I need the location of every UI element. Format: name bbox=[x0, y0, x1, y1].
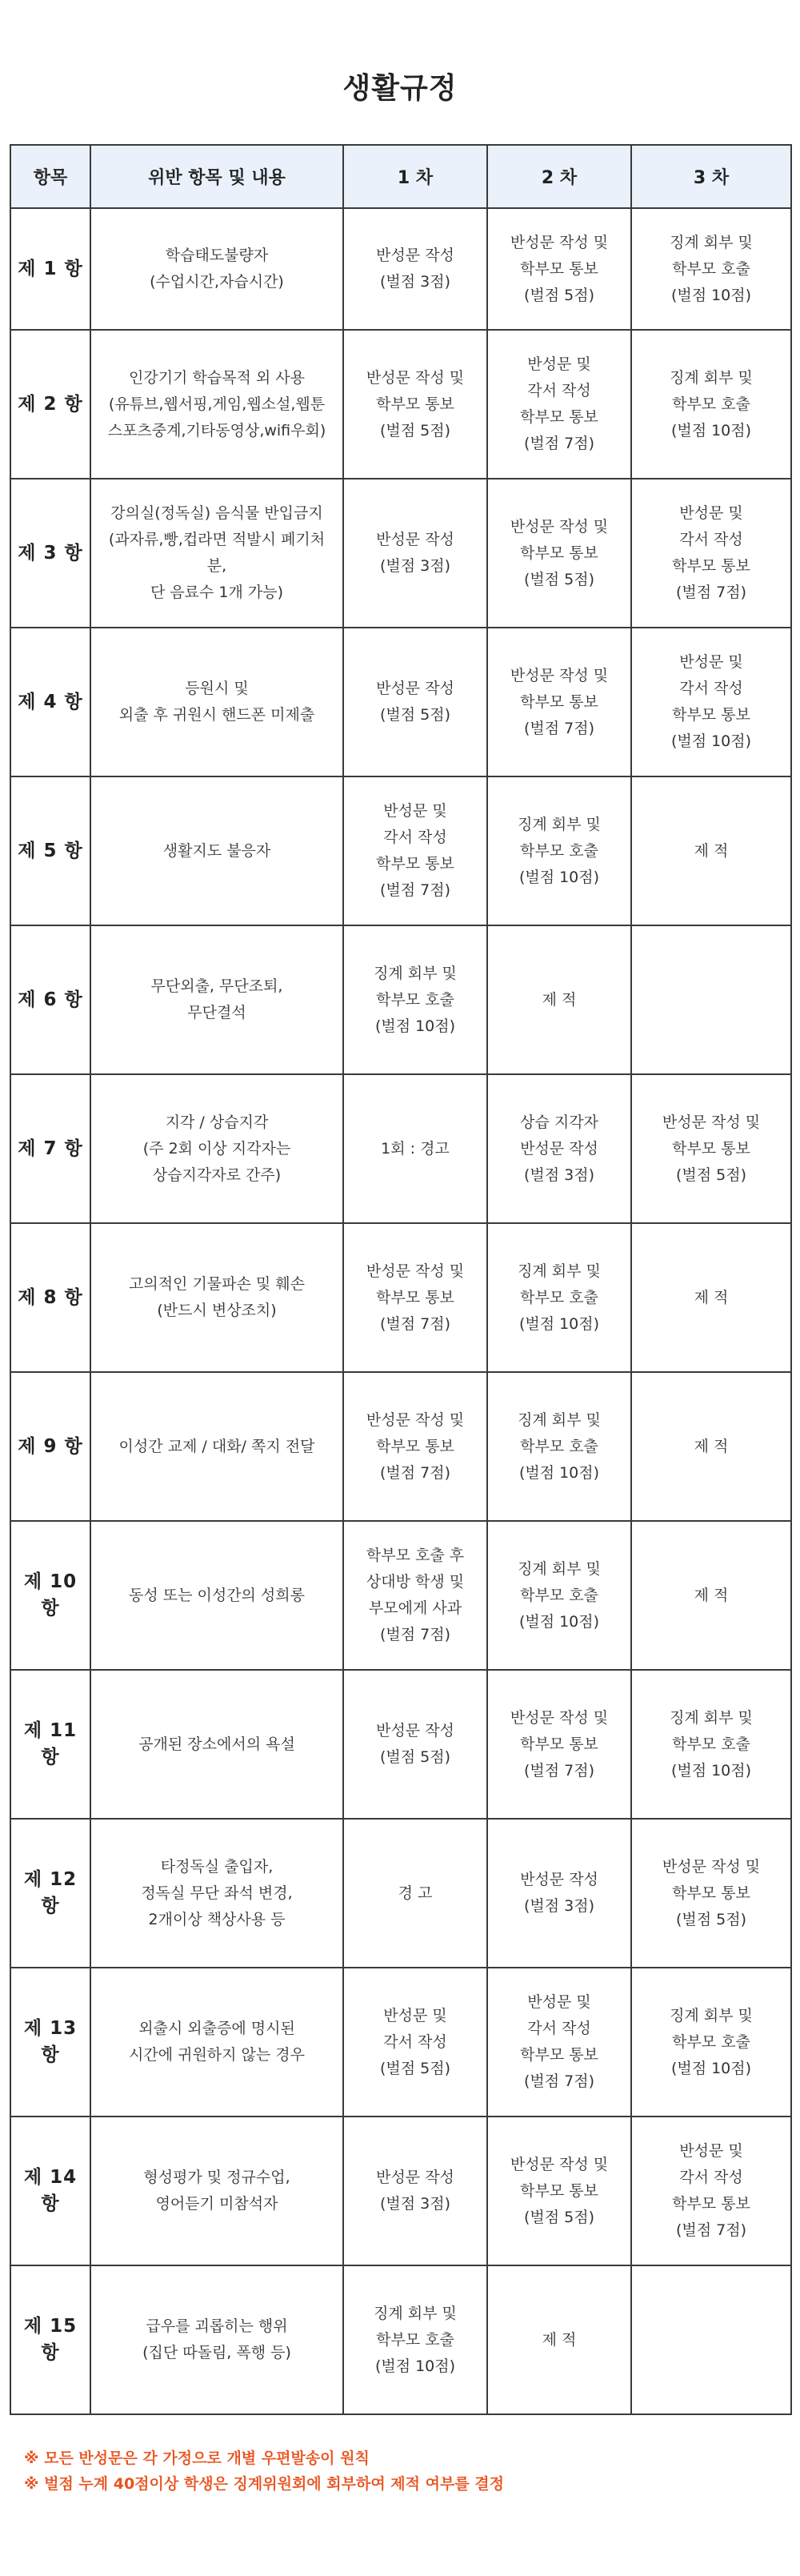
cell-line: 제 적 bbox=[694, 1586, 729, 1604]
third-cell bbox=[631, 1670, 791, 1819]
cell-line: (벌점 5점) bbox=[675, 1166, 746, 1184]
table-row bbox=[10, 1223, 791, 1372]
cell-line: (벌점 5점) bbox=[523, 286, 594, 304]
cell-line: (벌점 10점) bbox=[518, 1612, 600, 1631]
cell-line: 징계 회부 및 bbox=[670, 1708, 753, 1727]
cell-line: 학부모 호출 bbox=[672, 2032, 750, 2051]
item-cell: 제 9 항 bbox=[10, 1372, 90, 1521]
cell-line: 징계 회부 및 bbox=[670, 2006, 753, 2024]
cell-line: (벌점 5점) bbox=[379, 421, 450, 439]
cell-line: (유튜브,웹서핑,게임,웹소설,웹툰 bbox=[108, 395, 326, 413]
cell-line: 학부모 통보 bbox=[672, 2195, 750, 2213]
first-cell bbox=[343, 1968, 487, 2117]
table-row bbox=[10, 1521, 791, 1670]
cell-line: 인강기기 학습목적 외 사용 bbox=[128, 368, 305, 387]
cell-line: 외출 후 귀원시 핸드폰 미제출 bbox=[118, 706, 315, 724]
cell-line: 고의적인 기물파손 및 훼손 bbox=[128, 1275, 305, 1293]
second-cell bbox=[487, 1819, 631, 1968]
cell-line: 지각 / 상습지각 bbox=[165, 1113, 269, 1131]
cell-line: 1회 : 경고 bbox=[381, 1139, 450, 1158]
cell-line: 학부모 호출 bbox=[376, 2330, 454, 2349]
cell-line: (벌점 10점) bbox=[670, 286, 752, 304]
cell-line: 반성문 및 bbox=[383, 2006, 447, 2024]
header-content: 위반 항목 및 내용 bbox=[90, 145, 343, 208]
cell-line: (벌점 10점) bbox=[374, 1017, 456, 1035]
cell-line: (벌점 10점) bbox=[518, 1314, 600, 1333]
table-row bbox=[10, 1670, 791, 1819]
cell-line: 반성문 작성 및 bbox=[510, 517, 609, 536]
content-cell bbox=[90, 776, 343, 925]
cell-line: 학부모 통보 bbox=[520, 2181, 598, 2200]
cell-line: 학부모 통보 bbox=[376, 1437, 454, 1455]
cell-line: 2개이상 책상사용 등 bbox=[148, 1910, 286, 1928]
table-row bbox=[10, 1819, 791, 1968]
cell-line: 학부모 통보 bbox=[672, 557, 750, 575]
cell-line: 징계 회부 및 bbox=[518, 1410, 601, 1429]
cell-line: 반성문 및 bbox=[679, 2142, 743, 2160]
cell-line: (벌점 3점) bbox=[523, 1897, 594, 1915]
cell-line: 징계 회부 및 bbox=[518, 1559, 601, 1578]
second-cell bbox=[487, 1372, 631, 1521]
cell-line: (벌점 7점) bbox=[379, 881, 450, 899]
cell-line: (벌점 7점) bbox=[379, 1314, 450, 1333]
cell-line: 공개된 장소에서의 욕설 bbox=[138, 1735, 295, 1753]
cell-line: 학부모 호출 bbox=[672, 395, 750, 413]
second-cell bbox=[487, 925, 631, 1074]
cell-line: 단 음료수 1개 가능) bbox=[150, 584, 284, 601]
cell-line: (벌점 7점) bbox=[379, 1626, 450, 1643]
cell-line: 학부모 통보 bbox=[672, 1884, 750, 1902]
item-cell: 제 8 항 bbox=[10, 1223, 90, 1372]
content-cell bbox=[90, 1372, 343, 1521]
cell-line: 반성문 작성 bbox=[376, 680, 454, 697]
cell-line: 무단외출, 무단조퇴, bbox=[150, 977, 283, 995]
cell-line: 이성간 교제 / 대화/ 쪽지 전달 bbox=[118, 1437, 315, 1455]
table-row bbox=[10, 776, 791, 925]
second-cell bbox=[487, 1670, 631, 1819]
first-cell bbox=[343, 2117, 487, 2265]
second-cell bbox=[487, 208, 631, 330]
first-cell bbox=[343, 1819, 487, 1968]
cell-line: (반드시 변상조치) bbox=[157, 1302, 277, 1319]
first-cell bbox=[343, 1223, 487, 1372]
cell-line: 분, bbox=[206, 557, 227, 575]
cell-line: (과자류,빵,컵라면 적발시 폐기처 bbox=[108, 531, 326, 548]
cell-line: 학부모 호출 bbox=[672, 1735, 750, 1753]
cell-line: 반성문 작성 bbox=[520, 1139, 598, 1158]
cell-line: 각서 작성 bbox=[383, 2032, 447, 2051]
cell-line: (벌점 5점) bbox=[523, 2208, 594, 2226]
cell-line: 제 적 bbox=[542, 2330, 577, 2349]
cell-line: 각서 작성 bbox=[679, 531, 743, 548]
item-cell: 제 15 항 bbox=[10, 2265, 90, 2414]
cell-line: 반성문 작성 및 bbox=[510, 2155, 609, 2173]
cell-line: (벌점 7점) bbox=[675, 2221, 746, 2239]
cell-line: 각서 작성 bbox=[383, 829, 447, 846]
third-cell bbox=[631, 628, 791, 776]
cell-line: (벌점 7점) bbox=[523, 435, 594, 452]
cell-line: (벌점 7점) bbox=[523, 1761, 594, 1780]
cell-line: (벌점 7점) bbox=[523, 719, 594, 737]
second-cell bbox=[487, 776, 631, 925]
cell-line: (벌점 7점) bbox=[675, 584, 746, 601]
table-row bbox=[10, 628, 791, 776]
cell-line: 시간에 귀원하지 않는 경우 bbox=[128, 2046, 305, 2064]
cell-line: 반성문 및 bbox=[679, 504, 743, 522]
content-cell bbox=[90, 1074, 343, 1223]
second-cell bbox=[487, 1521, 631, 1670]
cell-line: 제 적 bbox=[542, 990, 577, 1009]
cell-line: 반성문 작성 bbox=[376, 247, 454, 264]
second-cell bbox=[487, 1223, 631, 1372]
cell-line: 학부모 호출 bbox=[520, 841, 598, 860]
header-third: 3 차 bbox=[631, 145, 791, 208]
first-cell bbox=[343, 330, 487, 479]
cell-line: 반성문 작성 및 bbox=[510, 666, 609, 684]
cell-line: 반성문 작성 bbox=[376, 1722, 454, 1739]
table-row bbox=[10, 330, 791, 479]
cell-line: (벌점 10점) bbox=[670, 1761, 752, 1780]
cell-line: (집단 따돌림, 폭행 등) bbox=[142, 2344, 291, 2361]
cell-line: 각서 작성 bbox=[527, 2020, 591, 2037]
cell-line: 제 적 bbox=[694, 841, 729, 860]
cell-line: 무단결석 bbox=[187, 1004, 246, 1021]
cell-line: 영어듣기 미참석자 bbox=[155, 2195, 278, 2213]
item-cell: 제 2 항 bbox=[10, 330, 90, 479]
cell-line: 각서 작성 bbox=[679, 680, 743, 697]
table-row bbox=[10, 1968, 791, 2117]
cell-line: 타정독실 출입자, bbox=[160, 1857, 274, 1876]
cell-line: 반성문 작성 bbox=[376, 2169, 454, 2186]
cell-line: 학부모 통보 bbox=[520, 408, 598, 426]
rules-table bbox=[10, 144, 792, 2415]
cell-line: 제 적 bbox=[694, 1437, 729, 1455]
cell-line: (벌점 3점) bbox=[379, 557, 450, 575]
first-cell bbox=[343, 776, 487, 925]
third-cell bbox=[631, 776, 791, 925]
first-cell bbox=[343, 479, 487, 628]
content-cell bbox=[90, 1968, 343, 2117]
cell-line: 상습 지각자 bbox=[520, 1113, 598, 1131]
item-cell: 제 3 항 bbox=[10, 479, 90, 628]
content-cell bbox=[90, 628, 343, 776]
first-cell bbox=[343, 208, 487, 330]
item-cell: 제 13 항 bbox=[10, 1968, 90, 2117]
cell-line: 징계 회부 및 bbox=[518, 1262, 601, 1280]
cell-line: 학부모 통보 bbox=[672, 706, 750, 724]
cell-line: 동성 또는 이성간의 성희롱 bbox=[128, 1586, 305, 1604]
cell-line: 학부모 호출 bbox=[520, 1437, 598, 1455]
cell-line: (벌점 5점) bbox=[523, 570, 594, 588]
item-cell: 제 10 항 bbox=[10, 1521, 90, 1670]
cell-line: (벌점 7점) bbox=[379, 1463, 450, 1482]
cell-line: 생활지도 불응자 bbox=[162, 841, 271, 860]
cell-line: 정독실 무단 좌석 변경, bbox=[141, 1884, 293, 1902]
table-row bbox=[10, 925, 791, 1074]
cell-line: 학부모 통보 bbox=[376, 1288, 454, 1306]
cell-line: 학부모 통보 bbox=[376, 395, 454, 413]
note-disciplinary: ※ 벌점 누계 40점이상 학생은 징계위원회에 회부하여 제적 여부를 결정 bbox=[24, 2475, 505, 2493]
item-cell: 제 6 항 bbox=[10, 925, 90, 1074]
header-second: 2 차 bbox=[487, 145, 631, 208]
table-row bbox=[10, 208, 791, 330]
first-cell bbox=[343, 925, 487, 1074]
cell-line: 각서 작성 bbox=[679, 2169, 743, 2186]
table-row bbox=[10, 479, 791, 628]
cell-line: 강의실(정독실) 음식물 반입금지 bbox=[110, 504, 323, 522]
cell-line: 부모에게 사과 bbox=[368, 1599, 462, 1617]
second-cell bbox=[487, 330, 631, 479]
cell-line: 외출시 외출증에 명시된 bbox=[138, 2020, 295, 2037]
content-cell bbox=[90, 2117, 343, 2265]
cell-line: (벌점 10점) bbox=[670, 421, 752, 439]
cell-line: 학부모 통보 bbox=[520, 1735, 598, 1753]
cell-line: 학부모 통보 bbox=[520, 259, 598, 278]
second-cell bbox=[487, 1074, 631, 1223]
third-cell bbox=[631, 1819, 791, 1968]
cell-line: 경 고 bbox=[398, 1884, 433, 1902]
third-cell bbox=[631, 925, 791, 1074]
first-cell bbox=[343, 1521, 487, 1670]
third-cell bbox=[631, 330, 791, 479]
cell-line: 급우를 괴롭히는 행위 bbox=[146, 2317, 288, 2335]
third-cell bbox=[631, 479, 791, 628]
content-cell bbox=[90, 1670, 343, 1819]
cell-line: (벌점 10점) bbox=[670, 2059, 752, 2077]
cell-line: 징계 회부 및 bbox=[374, 2304, 457, 2322]
first-cell bbox=[343, 628, 487, 776]
cell-line: 반성문 작성 bbox=[376, 531, 454, 548]
cell-line: 징계 회부 및 bbox=[670, 368, 753, 387]
cell-line: 형성평가 및 정규수업, bbox=[143, 2169, 290, 2186]
header-item: 항목 bbox=[10, 145, 90, 208]
cell-line: (수업시간,자습시간) bbox=[150, 273, 284, 291]
cell-line: 반성문 작성 bbox=[520, 1871, 598, 1888]
cell-line: 징계 회부 및 bbox=[374, 964, 457, 982]
cell-line: 학부모 통보 bbox=[520, 544, 598, 562]
note-mailing: ※ 모든 반성문은 각 가정으로 개별 우편발송이 원칙 bbox=[24, 2450, 370, 2467]
item-cell: 제 5 항 bbox=[10, 776, 90, 925]
cell-line: 반성문 작성 및 bbox=[662, 1857, 761, 1876]
first-cell bbox=[343, 1670, 487, 1819]
cell-line: 학부모 통보 bbox=[520, 692, 598, 711]
cell-line: 학부모 호출 bbox=[520, 1586, 598, 1604]
cell-line: 징계 회부 및 bbox=[518, 815, 601, 833]
cell-line: 반성문 및 bbox=[383, 802, 447, 820]
content-cell bbox=[90, 1521, 343, 1670]
table-body bbox=[10, 208, 791, 2414]
table-row bbox=[10, 2117, 791, 2265]
first-cell bbox=[343, 1074, 487, 1223]
cell-line: 반성문 작성 및 bbox=[366, 368, 465, 387]
notes bbox=[24, 2446, 776, 2497]
cell-line: 반성문 작성 및 bbox=[366, 1410, 465, 1429]
table-row bbox=[10, 1074, 791, 1223]
cell-line: 학부모 호출 bbox=[376, 990, 454, 1009]
cell-line: (벌점 10점) bbox=[374, 2357, 456, 2375]
content-cell bbox=[90, 925, 343, 1074]
table-row bbox=[10, 1372, 791, 1521]
item-cell: 제 4 항 bbox=[10, 628, 90, 776]
cell-line: 반성문 작성 및 bbox=[510, 233, 609, 251]
item-cell: 제 14 항 bbox=[10, 2117, 90, 2265]
cell-line: (주 2회 이상 지각자는 bbox=[142, 1139, 291, 1158]
cell-line: (벌점 3점) bbox=[523, 1166, 594, 1184]
third-cell bbox=[631, 1968, 791, 2117]
cell-line: 학부모 호출 후 bbox=[366, 1547, 465, 1564]
content-cell bbox=[90, 330, 343, 479]
cell-line: 각서 작성 bbox=[527, 382, 591, 399]
content-cell bbox=[90, 479, 343, 628]
cell-line: (벌점 5점) bbox=[379, 2059, 450, 2077]
table-row bbox=[10, 2265, 791, 2414]
third-cell bbox=[631, 208, 791, 330]
cell-line: 반성문 및 bbox=[527, 355, 591, 373]
second-cell bbox=[487, 479, 631, 628]
cell-line: 학부모 통보 bbox=[520, 2046, 598, 2064]
cell-line: 학습태도불량자 bbox=[165, 247, 269, 264]
second-cell bbox=[487, 2265, 631, 2414]
item-cell: 제 1 항 bbox=[10, 208, 90, 330]
cell-line: 상대방 학생 및 bbox=[366, 1573, 465, 1591]
first-cell bbox=[343, 1372, 487, 1521]
cell-line: (벌점 10점) bbox=[518, 868, 600, 886]
cell-line: (벌점 5점) bbox=[379, 706, 450, 724]
second-cell bbox=[487, 1968, 631, 2117]
cell-line: 스포츠중계,기타동영상,wifi우회) bbox=[107, 421, 326, 439]
cell-line: (벌점 3점) bbox=[379, 273, 450, 291]
cell-line: (벌점 10점) bbox=[670, 732, 752, 750]
item-cell: 제 11 항 bbox=[10, 1670, 90, 1819]
third-cell bbox=[631, 1074, 791, 1223]
cell-line: 제 적 bbox=[694, 1288, 729, 1306]
item-cell: 제 12 항 bbox=[10, 1819, 90, 1968]
item-cell: 제 7 항 bbox=[10, 1074, 90, 1223]
cell-line: 반성문 작성 및 bbox=[662, 1113, 761, 1131]
page-title: 생활규정 bbox=[342, 72, 458, 105]
cell-line: (벌점 3점) bbox=[379, 2195, 450, 2213]
third-cell bbox=[631, 1223, 791, 1372]
cell-line: (벌점 7점) bbox=[523, 2072, 594, 2090]
cell-line: 반성문 및 bbox=[679, 653, 743, 671]
third-cell bbox=[631, 2265, 791, 2414]
third-cell bbox=[631, 2117, 791, 2265]
third-cell bbox=[631, 1521, 791, 1670]
content-cell bbox=[90, 2265, 343, 2414]
cell-line: 등원시 및 bbox=[185, 680, 249, 697]
cell-line: 상습지각자로 간주) bbox=[152, 1166, 282, 1184]
first-cell bbox=[343, 2265, 487, 2414]
cell-line: 학부모 호출 bbox=[520, 1288, 598, 1306]
cell-line: 학부모 통보 bbox=[672, 1139, 750, 1158]
second-cell bbox=[487, 2117, 631, 2265]
cell-line: 징계 회부 및 bbox=[670, 233, 753, 251]
content-cell bbox=[90, 208, 343, 330]
cell-line: 학부모 통보 bbox=[376, 855, 454, 873]
cell-line: 반성문 작성 및 bbox=[366, 1262, 465, 1280]
second-cell bbox=[487, 628, 631, 776]
cell-line: 반성문 작성 및 bbox=[510, 1708, 609, 1727]
content-cell bbox=[90, 1819, 343, 1968]
content-cell bbox=[90, 1223, 343, 1372]
cell-line: (벌점 5점) bbox=[675, 1910, 746, 1928]
third-cell bbox=[631, 1372, 791, 1521]
cell-line: 학부모 호출 bbox=[672, 259, 750, 278]
cell-line: 반성문 및 bbox=[527, 1993, 591, 2011]
header-first: 1 차 bbox=[343, 145, 487, 208]
table-header-row bbox=[10, 145, 791, 208]
cell-line: (벌점 5점) bbox=[379, 1748, 450, 1766]
cell-line: (벌점 10점) bbox=[518, 1463, 600, 1482]
